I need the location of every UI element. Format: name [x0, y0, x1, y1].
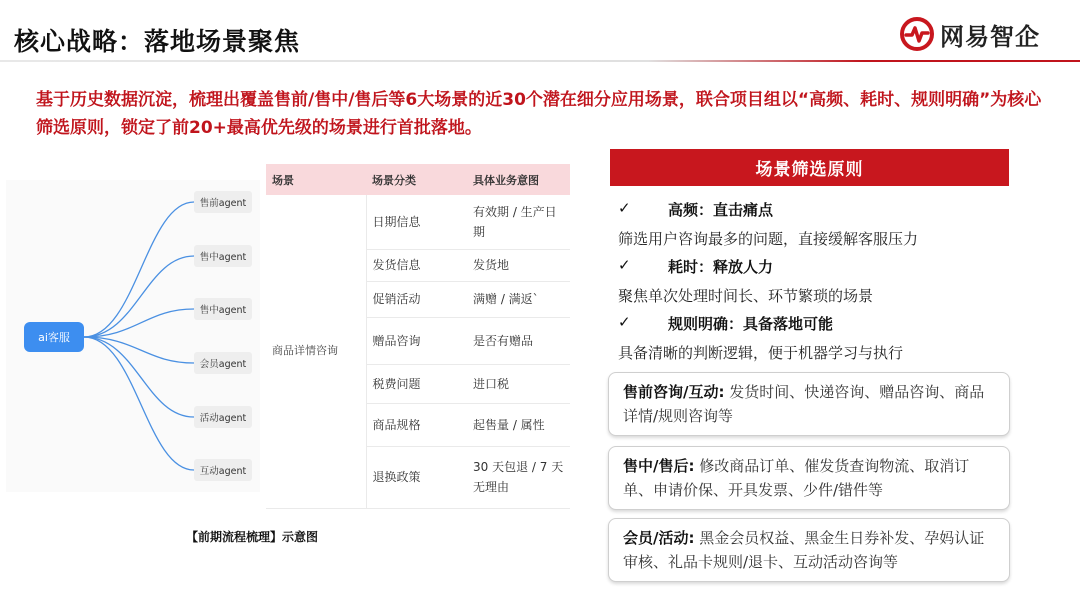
mindmap-leaf-activity: 活动agent: [194, 406, 252, 428]
check-icon: ✓: [618, 199, 631, 217]
check-icon: ✓: [618, 313, 631, 331]
header-divider: [0, 60, 1080, 62]
principle-desc-rules: 具备清晰的判断逻辑，便于机器学习与执行: [618, 344, 904, 362]
principle-title-text: 耗时：释放人力: [668, 258, 774, 276]
card-text: 修改商品订单、催发货查询物流、取消订单、申请价保、开具发票、少件/错件等: [623, 457, 970, 499]
principle-desc-time: 聚焦单次处理时间长、环节繁琐的场景: [618, 287, 874, 305]
category-cell: 促销活动: [366, 281, 467, 317]
column-header-scene: 场景: [266, 164, 366, 195]
intent-cell: 进口税: [467, 364, 570, 403]
card-key: 售前咨询/互动:: [623, 383, 725, 401]
mindmap-leaf-interaction: 互动agent: [194, 459, 252, 481]
merged-scene-cell: 商品详情咨询: [266, 195, 366, 508]
card-text: 黑金会员权益、黑金生日券补发、孕妈认证审核、礼品卡规则/退卡、互动活动咨询等: [623, 529, 985, 571]
column-header-intent: 具体业务意图: [467, 164, 570, 195]
principle-title-frequency: [618, 199, 773, 220]
category-cell: 商品规格: [366, 403, 467, 446]
mindmap-root-node: ai客服: [24, 322, 84, 352]
scenario-card-aftersale: [608, 446, 1010, 510]
intent-cell: 满赠 / 满返`: [467, 281, 570, 317]
scenario-card-presale: [608, 372, 1010, 436]
category-cell: 日期信息: [366, 195, 467, 249]
mindmap-leaf-insale-1: 售中agent: [194, 245, 252, 267]
intent-cell: 起售量 / 属性: [467, 403, 570, 446]
card-text: 发货时间、快递咨询、赠品咨询、商品详情/规则咨询等: [623, 383, 985, 425]
process-mindmap: [6, 180, 260, 492]
card-key: 售中/售后:: [623, 457, 695, 475]
principle-title-rules: [618, 313, 833, 334]
intent-cell: 30 天包退 / 7 天无理由: [467, 446, 570, 508]
table-header-row: [266, 164, 570, 195]
principle-desc-frequency: 筛选用户咨询最多的问题，直接缓解客服压力: [618, 230, 919, 248]
mindmap-leaf-presale: 售前agent: [194, 191, 252, 213]
logo-text: 网易智企: [940, 22, 1040, 51]
mindmap-leaf-insale-2: 售中agent: [194, 298, 252, 320]
category-cell: 税费问题: [366, 364, 467, 403]
principle-title-time: [618, 256, 773, 277]
check-icon: ✓: [618, 256, 631, 274]
principle-title-text: 高频：直击痛点: [668, 201, 774, 219]
scenario-card-member: [608, 518, 1010, 582]
intent-cell: 发货地: [467, 249, 570, 281]
principles-header: 场景筛选原则: [610, 149, 1009, 186]
principle-title-text: 规则明确：具备落地可能: [668, 315, 834, 333]
category-cell: 退换政策: [366, 446, 467, 508]
category-cell: 发货信息: [366, 249, 467, 281]
mindmap-leaf-member: 会员agent: [194, 352, 252, 374]
category-cell: 赠品咨询: [366, 317, 467, 364]
brand-logo: [900, 14, 1040, 54]
mindmap-caption: 【前期流程梳理】示意图: [186, 530, 319, 544]
page-title: 核心战略：落地场景聚焦: [14, 27, 301, 56]
column-header-category: 场景分类: [366, 164, 467, 195]
intent-cell: 有效期 / 生产日期: [467, 195, 570, 249]
scene-table: [266, 164, 570, 509]
intro-statement: 基于历史数据沉淀，梳理出覆盖售前/售中/售后等6大场景的近30个潜在细分应用场景，联合项目组以“高频、耗时、规则明确”为核心筛选原则，锁定了前20+最高优先级的场景进行首批落地。: [36, 90, 1042, 138]
intent-cell: 是否有赠品: [467, 317, 570, 364]
table-row: [266, 195, 570, 249]
card-key: 会员/活动:: [623, 529, 695, 547]
netease-logo-icon: [900, 17, 934, 51]
